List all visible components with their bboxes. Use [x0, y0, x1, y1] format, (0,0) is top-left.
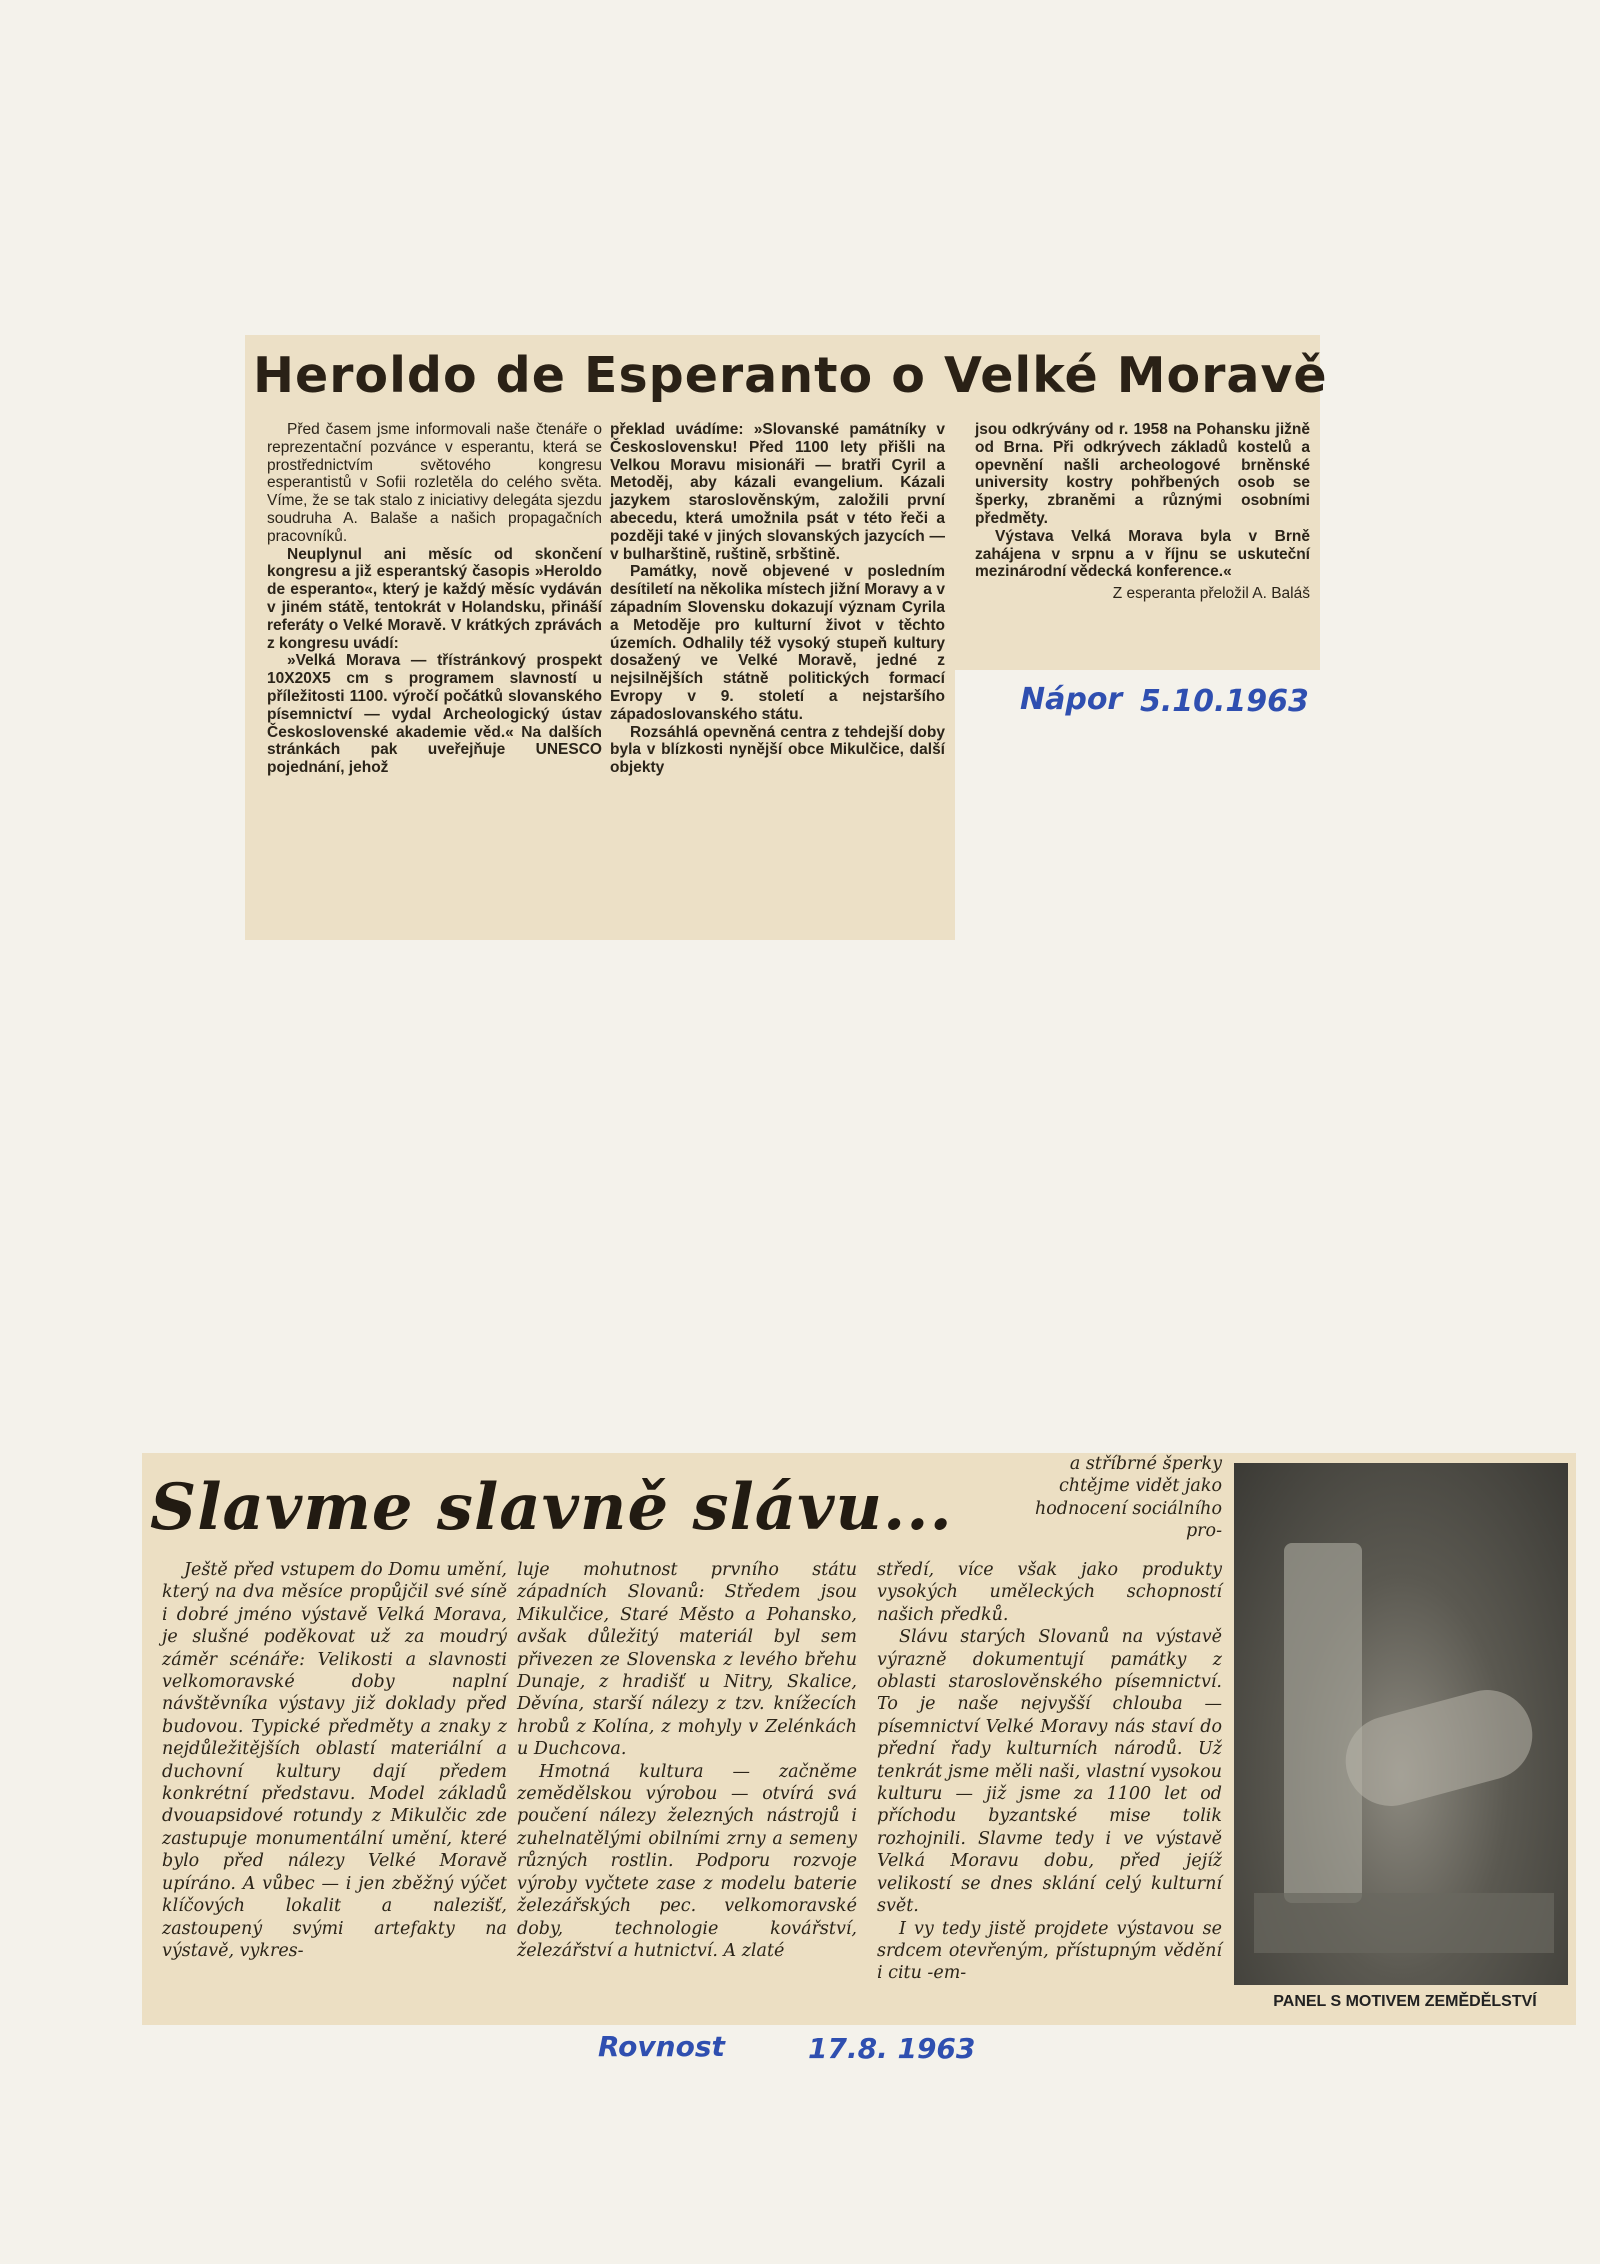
handwritten-date-note: 5.10.1963: [1140, 684, 1309, 719]
paragraph: středí, více však jako produkty vysokých uměleckých schopností našich předků.: [877, 1560, 1222, 1625]
article-column-1: [267, 421, 602, 777]
paragraph: Památky, nově objevené v posledním desítiletí na několika místech jižní Moravy a v západním Slovensku dokazují význam Cyrila a Metoděje pro kulturní život v těchto územích. Odhalily též vysoký stupeň kultury dosažený ve Velké Moravě, jedné z nejsilnějších státně politických formací Evropy v 9. století a nejstaršího západoslovanského státu.: [610, 563, 945, 723]
paragraph: Rozsáhlá opevněná centra z tehdejší doby byla v blízkosti nynější obce Mikulčice, další objekty: [610, 723, 945, 777]
paragraph: »Velká Morava — třístránkový prospekt 10X20X5 cm s programem slavností u příležitosti 1100. výročí počátků slovanského písemnictví — vydal Archeologický ústav Československé akademie věd.« Na dalších stránkách pak uveřejňuje UNESCO pojednání, jehož: [267, 652, 602, 777]
paragraph: I vy tedy jistě projdete výstavou se srdcem otevřeným, přístupným vědění i citu -em-: [877, 1918, 1222, 1984]
paragraph: překlad uvádíme: »Slovanské památníky v Československu! Před 1100 lety přišli na Velkou Moravu misionáři — bratři Cyril a Metoděj, aby kázali evangelium. Kázali jazykem staroslověnským, založili první abecedu, která umožnila psát v této řeči a později také v jiných slovanských jazycích — v bulharštině, ruštině, srbštině.: [610, 421, 945, 563]
translator-credit: Z esperanta přeložil A. Baláš: [1112, 585, 1310, 603]
paragraph: jsou odkrývány od r. 1958 na Pohansku jižně od Brna. Při odkrývech základů kostelů a opevnění našli archeologové brněnské university kostry pohřbených osob se šperky, zbraněmi a různými osobními předměty.: [975, 421, 1310, 527]
paragraph: Slávu starých Slovanů na výstavě výrazně dokumentují památky z oblasti staroslověnského písemnictví. To je naše nejvyšší chlouba — písemnictví Velké Moravy nás staví do přední řady kulturních národů. Už tenkrát jsme měli naši, vlastní vysokou kulturu — již jsme za 1100 let od příchodu byzantské mise tolik rozhojnili. Slavme tedy i ve výstavě Velká Moravu dobu, před jejíž velikostí se dnes sklání celý kulturní svět.: [877, 1627, 1222, 1917]
newspaper-clipping-slavme: [142, 1453, 1576, 2025]
handwritten-source-note: Nápor: [1020, 682, 1123, 717]
photo-shape: [1254, 1893, 1554, 1953]
newspaper-clipping-esperanto: [245, 335, 1328, 940]
article-column-2: [610, 421, 945, 777]
article-column-3: [877, 1559, 1222, 1985]
paragraph: Hmotná kultura — začněme zemědělskou výrobou — otvírá svá poučení nálezy železných nástrojů i zuhelnatělými obilními zrny a semeny různých rostlin. Podporu rozvoje výroby vyčtete zase z modelu baterie železářských pec. velkomoravské doby, technologie kovářství, železářství a hutnictví. A zlaté: [517, 1761, 857, 1961]
clipping-headline: Heroldo de Esperanto o Velké Moravě: [253, 347, 1328, 404]
article-column-2: [517, 1559, 857, 1962]
paragraph: a stříbrné šperky chtějme vidět jako hodnocení sociálního pro-: [1034, 1454, 1222, 1542]
handwritten-date-note: 17.8. 1963: [808, 2032, 976, 2065]
article-column-3: [975, 421, 1310, 603]
handwritten-source-note: Rovnost: [598, 2030, 725, 2063]
article-intro-text: [1022, 1453, 1222, 1543]
paragraph: Výstava Velká Morava byla v Brně zahájena v srpnu a v říjnu se uskuteční mezinárodní vědecká konference.«: [975, 527, 1310, 581]
photo-caption: PANEL S MOTIVEM ZEMĚDĚLSTVÍ: [1273, 1993, 1537, 2010]
paragraph: luje mohutnost prvního státu západních Slovanů: Středem jsou Mikulčice, Staré Město a Pohansko, avšak důležitý materiál byl sem přivezen ze Slovenska z levého břehu Dunaje, z hradišť u Nitry, Skalice, Děvína, starší nálezy z tzv. knížecích hrobů z Kolína, z mohyly v Zelénkách u Duchcova.: [517, 1560, 857, 1760]
photo-shape: [1284, 1543, 1362, 1903]
clipping-headline: Slavme slavně slávu...: [150, 1470, 953, 1545]
paragraph: Neuplynul ani měsíc od skončení kongresu a již esperantský časopis »Heroldo de esperanto«, který je každý měsíc vydáván v jiném státě, tentokrát v Holandsku, přináší referáty o Velké Moravě. V krátkých zprávách z kongresu uvádí:: [267, 545, 602, 652]
panel-photo: [1234, 1463, 1568, 1985]
paragraph: Před časem jsme informovali naše čtenáře o reprezentační pozvánce v esperantu, která se prostřednictvím světového kongresu esperantistů v Sofii rozletěla do celého světa. Víme, že se tak stalo z iniciativy delegáta sjezdu soudruha A. Balaše a našich propagačních pracovníků.: [267, 421, 602, 545]
paragraph: Ještě před vstupem do Domu umění, který na dva měsíce propůjčil své síně i dobré jméno výstavě Velká Morava, je slušné poděkovat už za moudrý záměr scénáře: Velikosti a slavnosti velkomoravské doby naplní návštěvníka výstavy již doklady před budovou. Typické předměty a znaky z nejdůležitějších oblastí materiální a duchovní kultury dají předem konkrétní představu. Model základů dvouapsidové rotundy z Mikulčic zde zastupuje monumentální umění, které bylo před nálezy Velké Moravě upíráno. A vůbec — i jen zběžný výčet klíčových lokalit a nalezišť, zastoupený svými artefakty na výstavě, vykres-: [162, 1560, 507, 1961]
article-column-1: [162, 1559, 507, 1962]
photo-shape: [1336, 1680, 1543, 1816]
